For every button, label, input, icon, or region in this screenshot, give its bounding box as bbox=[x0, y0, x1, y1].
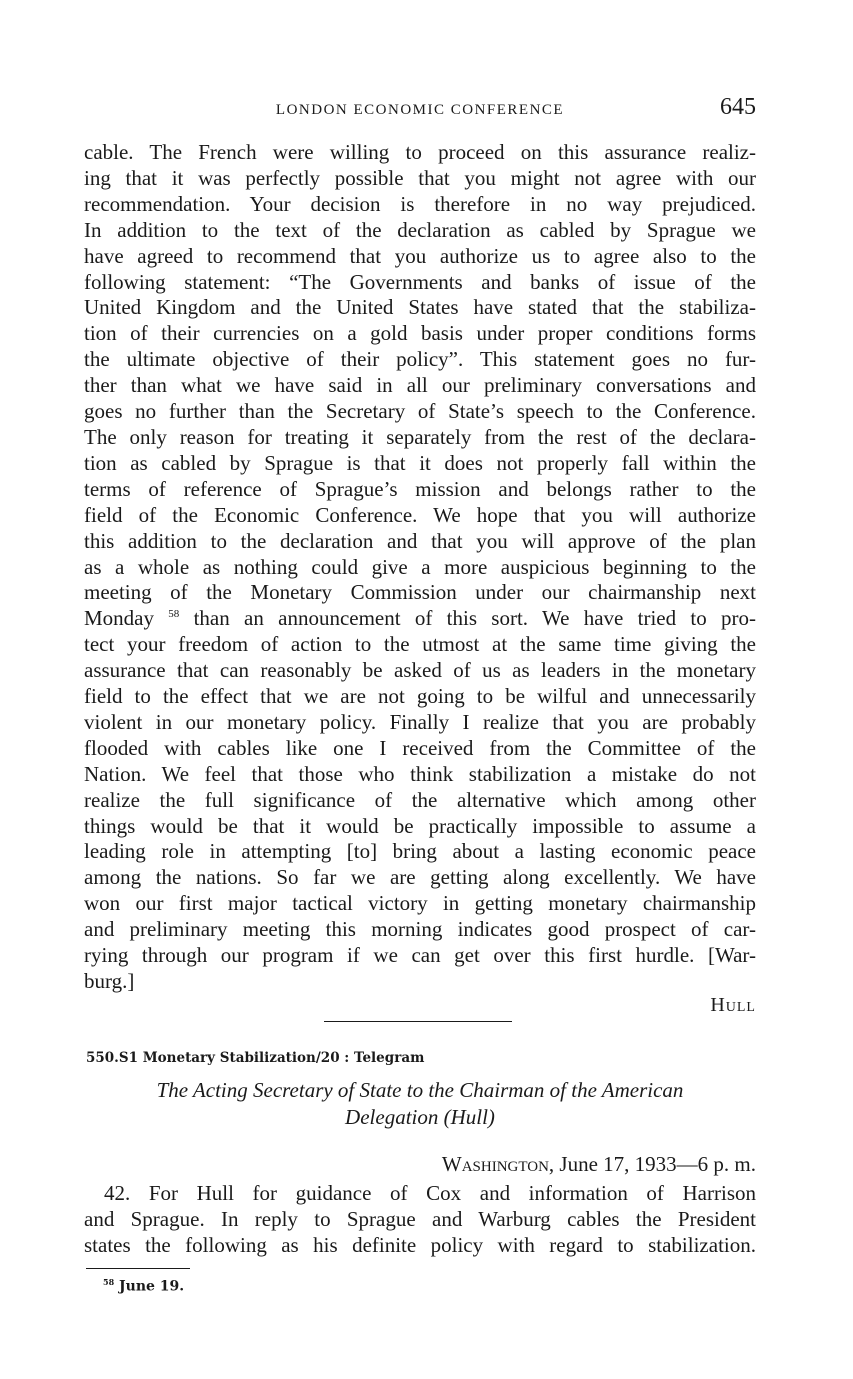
body-line: won our first major tactical victory in getting monetary chairmanship bbox=[84, 891, 756, 916]
document-title bbox=[84, 1077, 756, 1131]
body-line: ther than what we have said in all our preliminary conversations and bbox=[84, 373, 756, 398]
dateline-date: , June 17, 1933—6 p. m. bbox=[548, 1152, 756, 1176]
body-line: flooded with cables like one I received from the Committee of the bbox=[84, 735, 756, 760]
body-line: realize the full significance of the alternative which among other bbox=[84, 787, 756, 812]
telegram-body bbox=[84, 1180, 756, 1258]
body-line: terms of reference of Sprague’s mission and belongs rather to the bbox=[84, 476, 756, 501]
body-line: this addition to the declaration and that you will approve of the plan bbox=[84, 528, 756, 553]
body-line: tion as cabled by Sprague is that it does not properly fall within the bbox=[84, 450, 756, 475]
body-line: violent in our monetary policy. Finally I realize that you are probably bbox=[84, 709, 756, 734]
body-line: burg.] bbox=[84, 969, 135, 993]
body-line: leading role in attempting [to] bring about a lasting economic peace bbox=[84, 839, 756, 864]
footnote bbox=[103, 1277, 184, 1295]
body-line: meeting of the Monetary Commission under our chairmanship next bbox=[84, 580, 756, 605]
footnote-text: June 19. bbox=[119, 1278, 185, 1295]
body-line: tion of their currencies on a gold basis under proper conditions forms bbox=[84, 321, 756, 346]
body-line: following statement: “The Governments and banks of issue of the bbox=[84, 269, 756, 294]
section-divider bbox=[324, 1021, 512, 1022]
body-line: United Kingdom and the United States have stated that the stabiliza- bbox=[84, 295, 756, 320]
footnote-reference[interactable]: 58 bbox=[168, 608, 180, 621]
document-title-line: The Acting Secretary of State to the Chairman of the American bbox=[156, 1078, 684, 1102]
body-line: things would be that it would be practically impossible to assume a bbox=[84, 813, 756, 838]
dateline bbox=[442, 1152, 756, 1177]
running-head bbox=[84, 94, 756, 124]
body-line: In addition to the text of the declaration as cabled by Sprague we bbox=[84, 217, 756, 242]
telegram-line: and Sprague. In reply to Sprague and Warburg cables the President bbox=[84, 1207, 756, 1231]
signature: Hull bbox=[710, 994, 756, 1016]
body-line: the ultimate objective of their policy”. This statement goes no fur- bbox=[84, 347, 756, 372]
letter-body bbox=[84, 140, 756, 995]
body-line: among the nations. So far we are getting along excellently. We have bbox=[84, 865, 756, 890]
body-line: cable. The French were willing to proceed on this assurance realiz- bbox=[84, 140, 756, 164]
body-line: Nation. We feel that those who think stabilization a mistake do not bbox=[84, 761, 756, 786]
body-line-monday bbox=[84, 606, 756, 632]
running-title: LONDON ECONOMIC CONFERENCE bbox=[275, 102, 565, 118]
body-line: goes no further than the Secretary of State’s speech to the Conference. bbox=[84, 399, 756, 424]
body-line: rying through our program if we can get over this first hurdle. [War- bbox=[84, 943, 756, 968]
body-line: have agreed to recommend that you authorize us to agree also to the bbox=[84, 243, 756, 268]
body-line: and preliminary meeting this morning indicates good prospect of car- bbox=[84, 917, 756, 942]
telegram-line: states the following as his definite policy with regard to stabilization. bbox=[84, 1233, 756, 1257]
monday-text: Monday bbox=[84, 606, 154, 631]
file-reference: 550.S1 Monetary Stabilization/20 : Telegram bbox=[86, 1050, 425, 1066]
dateline-place: Washington bbox=[441, 1152, 549, 1176]
body-line: ing that it was perfectly possible that you might not agree with our bbox=[84, 165, 756, 190]
body-line: assurance that can reasonably be asked of us as leaders in the monetary bbox=[84, 658, 756, 683]
footnote-number: 58 bbox=[103, 1277, 115, 1287]
body-line: field to the effect that we are not going to be wilful and unnecessarily bbox=[84, 684, 756, 709]
body-line: field of the Economic Conference. We hope that you will authorize bbox=[84, 502, 756, 527]
body-line: tect your freedom of action to the utmost at the same time giving the bbox=[84, 632, 756, 657]
page-number: 645 bbox=[720, 94, 756, 120]
monday-rest: than an announcement of this sort. We have tried to pro- bbox=[179, 606, 757, 631]
telegram-line: 42. For Hull for guidance of Cox and information of Harrison bbox=[104, 1181, 756, 1205]
footnote-rule bbox=[86, 1268, 190, 1269]
document-title-line: Delegation (Hull) bbox=[345, 1105, 495, 1129]
body-line: as a whole as nothing could give a more auspicious beginning to the bbox=[84, 554, 756, 579]
body-line: The only reason for treating it separately from the rest of the declara- bbox=[84, 424, 756, 449]
body-line: recommendation. Your decision is therefore in no way prejudiced. bbox=[84, 191, 756, 216]
